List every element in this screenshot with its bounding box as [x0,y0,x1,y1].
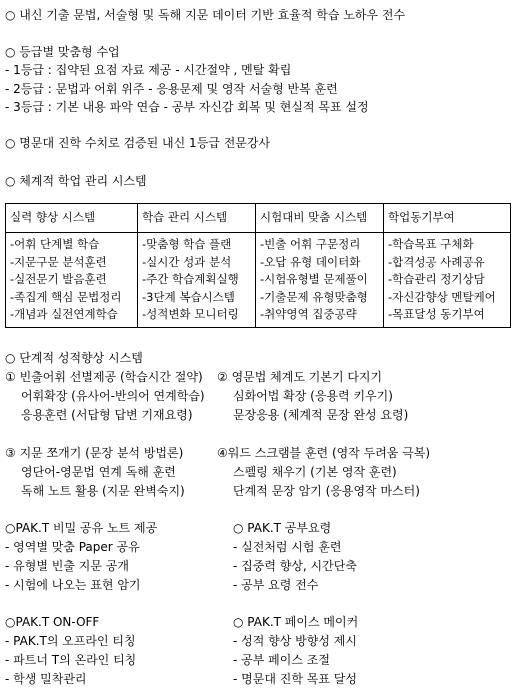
level-item-3: - 3등급 : 기본 내용 파악 연습 - 공부 자신감 회복 및 현실적 목표 설정 [5,100,369,114]
step-1-title: ① 빈출어휘 선별제공 (학습시간 절약) [5,370,203,384]
table-header-cell: 실력 향상 시스템 [6,204,138,233]
list-item: -실전문기 발음훈련 [10,272,107,286]
list-item: -지문구문 분석훈련 [10,254,107,269]
table-cell-exam [256,233,384,328]
pak-secret-title: ○PAK.T 비밀 공유 노트 제공 [5,521,158,535]
list-item: -족집게 핵심 문법정리 [10,289,122,304]
list-item: -실시간 성과 분석 [142,254,232,269]
pak-onoff-item: - 학생 밀착관리 [5,672,87,686]
step-2-line: 심화어법 확장 (응용력 키우기) [233,389,393,403]
level-item-2: - 2등급 : 문법과 어휘 위주 - 응용문제 및 영작 서술형 반복 훈련 [5,82,338,96]
stepwise-heading: ○ 단계적 성적향상 시스템 [5,351,143,365]
pak-secret-item: - 유형별 빈출 지문 공개 [5,559,129,573]
pak-secret-item: - 시험에 나오는 표현 암기 [5,578,141,592]
pak-pace-title: ○ PAK.T 페이스 메이커 [233,615,359,629]
step-1-line: 응용훈련 (서답형 답변 기재요령) [21,408,193,422]
list-item: -오답 유형 데이터화 [260,254,361,269]
pak-onoff-item: - PAK.T의 오프라인 티칭 [5,634,136,648]
pak-study-item: - 실전처럼 시험 훈련 [233,540,342,554]
list-item: -자신감향상 멘탈케어 [388,289,496,304]
table-cell-skill [6,233,138,328]
table-header-row [6,204,511,233]
pak-study-item: - 공부 요령 전수 [233,578,319,592]
step-3-line: 영단어-영문법 연계 독해 훈련 [21,465,176,479]
list-item: -합격성공 사례공유 [388,254,485,269]
table-cell-management [138,233,256,328]
pak-secret-item: - 영역별 맞춤 Paper 공유 [5,540,140,554]
list-item: -성적변화 모니터링 [142,307,239,321]
pak-onoff-item: - 파트너 T의 온라인 티칭 [5,653,137,667]
list-item: -개념과 실전연계학습 [10,307,118,321]
list-item: -취약영역 집중공략 [260,307,357,321]
step-4-line: 스펠링 채우기 (기본 영작 훈련) [233,465,397,479]
list-item: -어휘 단계별 학습 [10,237,100,251]
list-item: -빈출 어휘 구문정리 [260,237,361,251]
teacher-line: ○ 명문대 진학 수치로 검증된 내신 1등급 전문강사 [5,136,271,150]
pak-study-title: ○ PAK.T 공부요령 [233,521,332,535]
step-2-title: ② 영문법 체계도 기본기 다지기 [217,370,383,384]
step-4-line: 단계적 문장 암기 (응용영작 마스터) [233,484,420,498]
system-heading: ○ 체계적 학업 관리 시스템 [5,174,147,188]
step-3-title: ③ 지문 쪼개기 (문장 분석 방법론) [5,446,184,460]
intro-line: ○ 내신 기출 문법, 서술형 및 독해 지문 데이터 기반 효율적 학습 노하우 전수 [5,8,406,22]
list-item: -맞춤형 학습 플랜 [142,237,232,251]
pak-study-item: - 집중력 향상, 시간단축 [233,559,357,573]
system-table [5,203,511,328]
table-row [6,233,511,328]
pak-pace-item: - 성적 향상 방향성 제시 [233,634,357,648]
table-header-cell: 시험대비 맞춤 시스템 [256,204,384,233]
table-header-cell: 학습 관리 시스템 [138,204,256,233]
pak-pace-item: - 공부 페이스 조절 [233,653,330,667]
list-item: -주간 학습계획실행 [142,272,239,286]
list-item: -목표달성 동기부여 [388,307,485,321]
level-item-1: - 1등급 : 집약된 요점 자료 제공 - 시간절약 , 멘탈 확립 [5,63,292,77]
step-1-line: 어휘확장 (유사어-반의어 연계학습) [21,389,205,403]
table-header-cell: 학업동기부여 [384,204,511,233]
list-item: -학습목표 구체화 [388,237,474,251]
step-3-line: 독해 노트 활용 (지문 완벽숙지) [21,484,185,498]
list-item: -학습관리 정기상담 [388,272,485,286]
step-4-title: ④워드 스크램블 훈련 (영작 두려움 극복) [217,446,431,460]
step-2-line: 문장응용 (체계적 문장 완성 요령) [233,408,409,422]
list-item: -시험유형별 문제풀이 [260,272,368,286]
table-cell-motivation [384,233,511,328]
list-item: -3단계 복습시스템 [142,289,235,304]
pak-onoff-title: ○PAK.T ON-OFF [5,615,100,629]
pak-pace-item: - 명문대 진학 목표 달성 [233,672,357,686]
levels-heading: ○ 등급별 맞춤형 수업 [5,45,120,59]
list-item: -기출문제 유형맞춤형 [260,289,368,304]
